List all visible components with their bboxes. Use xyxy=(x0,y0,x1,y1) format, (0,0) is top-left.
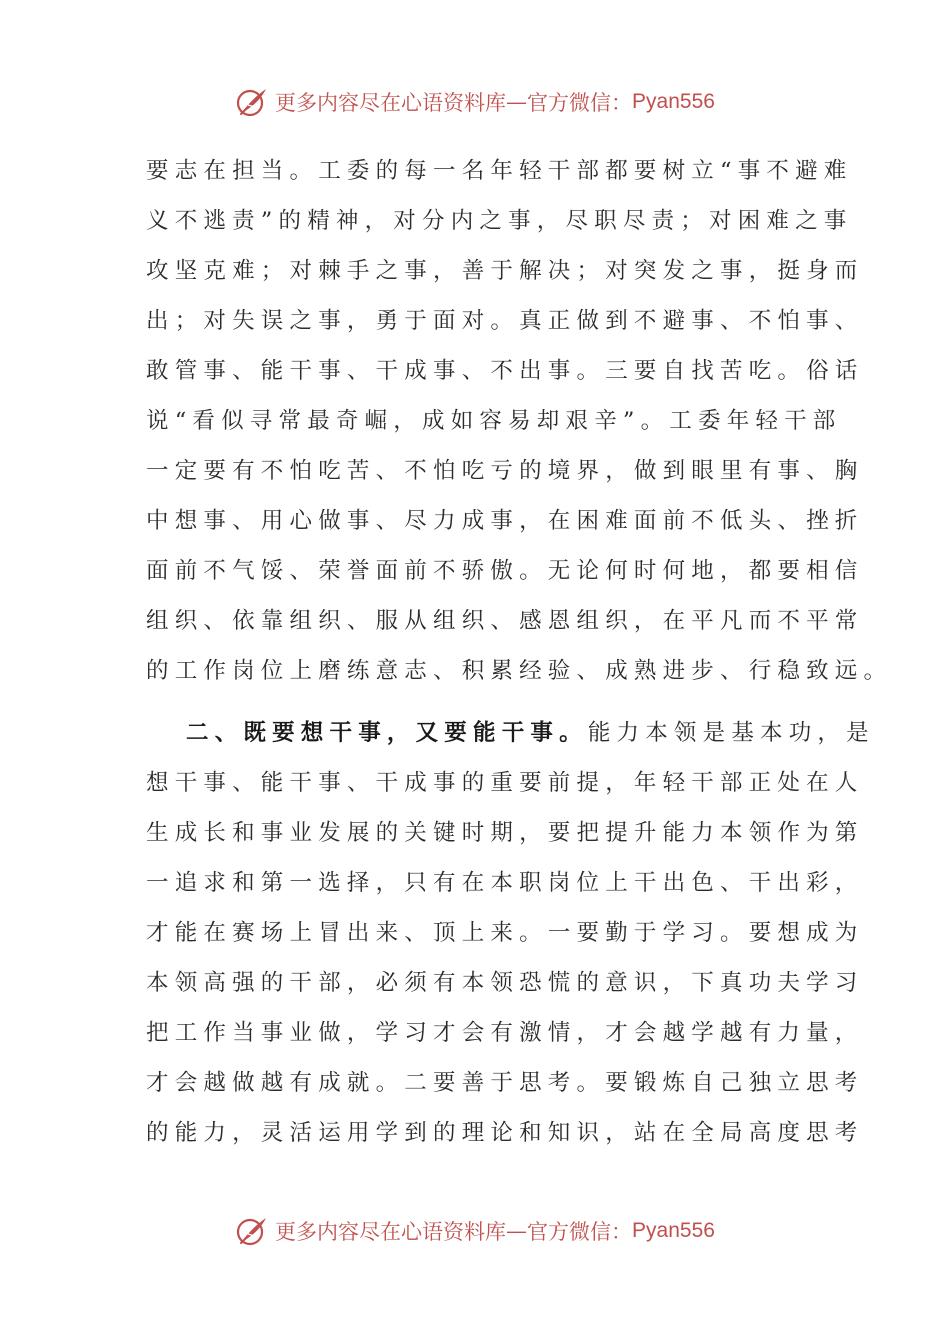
section-heading: 二、既要想干事，又要能干事。 xyxy=(186,720,588,746)
header-banner xyxy=(0,82,950,122)
text-line: 把工作当事业做，学习才会有激情，才会越学越有力量， xyxy=(146,1020,864,1046)
text-line: 的工作岗位上磨练意志、积累经验、成熟进步、行稳致远。 xyxy=(146,658,893,684)
paragraph-2 xyxy=(146,708,875,1158)
text-line: 一定要有不怕吃苦、不怕吃亏的境界，做到眼里有事、胸 xyxy=(146,458,864,484)
text-line: 才能在赛场上冒出来、顶上来。一要勤于学习。要想成为 xyxy=(146,920,864,946)
text-line: 敢管事、能干事、干成事、不出事。三要自找苦吃。俗话 xyxy=(146,358,864,384)
text-line: 组织、依靠组织、服从组织、感恩组织，在平凡而不平常 xyxy=(146,608,864,634)
text-line-rest: 能力本领是基本功，是 xyxy=(587,720,875,746)
text-line: 义不逃责”的精神，对分内之事，尽职尽责；对困难之事 xyxy=(146,208,853,234)
text-line: 说“看似寻常最奇崛，成如容易却艰辛”。工委年轻干部 xyxy=(146,408,842,434)
banner-dash: — xyxy=(506,1219,528,1243)
text-line: 要志在担当。工委的每一名年轻干部都要树立“事不避难 xyxy=(146,158,853,184)
text-line: 一追求和第一选择，只有在本职岗位上干出色、干出彩， xyxy=(146,870,864,896)
text-line: 中想事、用心做事、尽力成事，在困难面前不低头、挫折 xyxy=(146,508,864,534)
footer-banner xyxy=(0,1211,950,1251)
document-body xyxy=(146,146,893,1158)
paragraph-1 xyxy=(146,146,893,696)
wechat-label: 官方微信： xyxy=(527,91,633,115)
text-line: 的能力，灵活运用学到的理论和知识，站在全局高度思考 xyxy=(146,1120,864,1146)
text-line: 才会越做越有成就。二要善于思考。要锻炼自己独立思考 xyxy=(146,1070,864,1096)
wechat-label: 官方微信： xyxy=(527,1220,633,1244)
feather-pen-icon xyxy=(235,1214,269,1248)
text-line: 攻坚克难；对棘手之事，善于解决；对突发之事，挺身而 xyxy=(146,258,864,284)
text-line: 本领高强的干部，必须有本领恐慌的意识，下真功夫学习 xyxy=(146,970,864,996)
text-line: 面前不气馁、荣誉面前不骄傲。无论何时何地，都要相信 xyxy=(146,558,864,584)
wechat-id: Pyan556 xyxy=(632,90,715,113)
paragraph-2-first-line xyxy=(146,708,875,758)
site-name: 更多内容尽在心语资料库 xyxy=(275,91,507,115)
text-line: 生成长和事业发展的关键时期，要把提升能力本领作为第 xyxy=(146,820,864,846)
banner-dash: — xyxy=(506,90,528,114)
text-line: 出；对失误之事，勇于面对。真正做到不避事、不怕事、 xyxy=(146,308,864,334)
wechat-id: Pyan556 xyxy=(632,1219,715,1242)
site-name: 更多内容尽在心语资料库 xyxy=(275,1220,507,1244)
feather-pen-icon xyxy=(235,85,269,119)
text-line: 想干事、能干事、干成事的重要前提，年轻干部正处在人 xyxy=(146,770,864,796)
